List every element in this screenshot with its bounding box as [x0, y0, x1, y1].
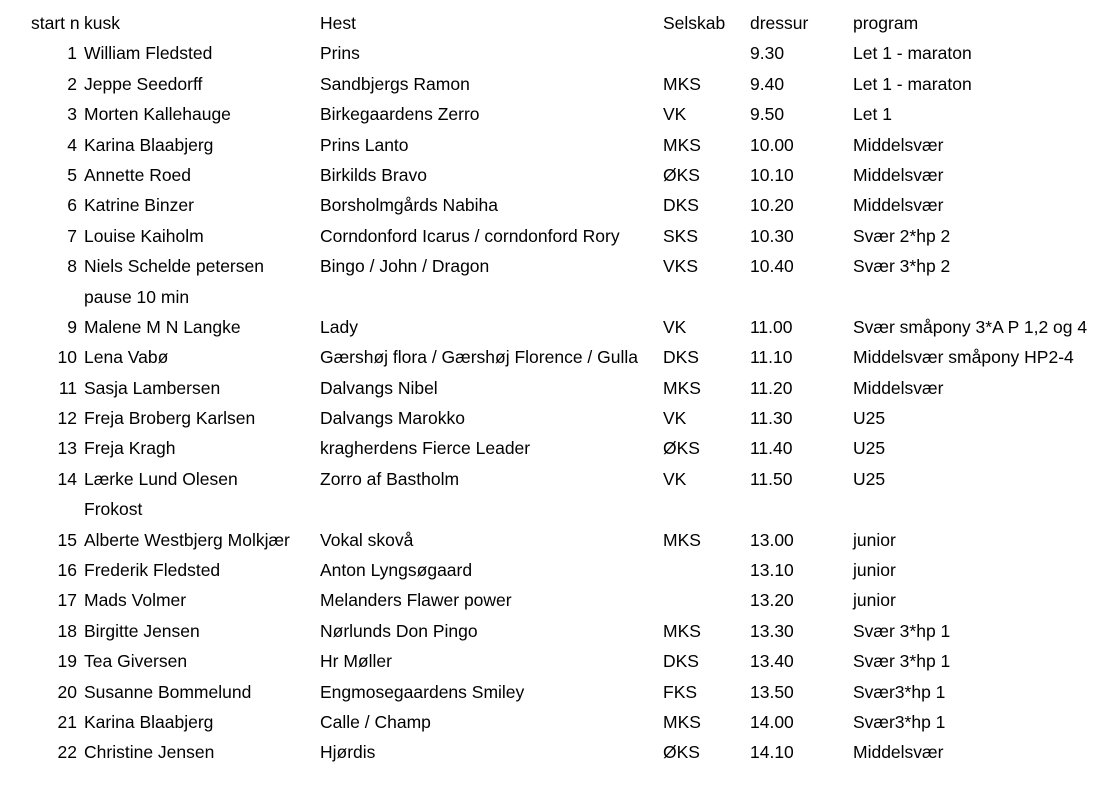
table-row	[0, 38, 1094, 68]
table-row	[0, 464, 1094, 494]
table-row	[0, 433, 1094, 463]
program-cell: Let 1 - maraton	[853, 43, 972, 64]
kusk-cell: Frokost	[84, 499, 143, 520]
start-cell: 15	[57, 529, 77, 550]
hest-cell: Borsholmgårds Nabiha	[320, 195, 499, 216]
selskab-cell: VK	[663, 316, 687, 337]
selskab-cell: VK	[663, 408, 687, 429]
table-row	[0, 707, 1094, 737]
start-list-table	[0, 8, 1094, 768]
kusk-cell: Lærke Lund Olesen	[84, 468, 238, 489]
selskab-cell: ØKS	[663, 438, 700, 459]
table-row	[0, 312, 1094, 342]
kusk-cell: Katrine Binzer	[84, 195, 194, 216]
table-row	[0, 282, 1094, 312]
kusk-cell: Malene M N Langke	[84, 316, 241, 337]
table-row	[0, 373, 1094, 403]
kusk-cell: Sasja Lambersen	[84, 377, 221, 398]
program-cell: Middelsvær småpony HP2-4	[853, 347, 1074, 368]
table-body	[0, 38, 1094, 767]
hest-cell: Prins	[320, 43, 360, 64]
dressur-cell: 10.20	[750, 195, 794, 216]
table-row	[0, 737, 1094, 767]
dressur-cell: 10.10	[750, 164, 794, 185]
table-row	[0, 190, 1094, 220]
program-cell: Middelsvær	[853, 164, 944, 185]
start-cell: 10	[57, 347, 77, 368]
start-cell: 3	[67, 104, 77, 125]
dressur-cell: 13.50	[750, 681, 794, 702]
kusk-cell: Lena Vabø	[84, 347, 169, 368]
program-cell: U25	[853, 438, 886, 459]
table-row	[0, 99, 1094, 129]
header-kusk: kusk	[84, 13, 120, 33]
kusk-cell: Niels Schelde petersen	[84, 256, 264, 277]
table-row	[0, 342, 1094, 372]
program-cell: Svær småpony 3*A P 1,2 og 4	[853, 316, 1088, 337]
selskab-cell: MKS	[663, 73, 701, 94]
hest-cell: kragherdens Fierce Leader	[320, 438, 531, 459]
kusk-cell: pause 10 min	[84, 286, 190, 307]
dressur-cell: 11.10	[750, 347, 793, 368]
start-cell: 17	[57, 590, 77, 611]
start-cell: 4	[67, 134, 77, 155]
kusk-cell: Karina Blaabjerg	[84, 711, 214, 732]
start-cell: 9	[67, 316, 77, 337]
dressur-cell: 14.00	[750, 711, 794, 732]
hest-cell: Gærshøj flora / Gærshøj Florence / Gulla	[320, 347, 638, 368]
dressur-cell: 14.10	[750, 742, 794, 763]
start-cell: 1	[67, 43, 77, 64]
dressur-cell: 13.30	[750, 620, 794, 641]
kusk-cell: Mads Volmer	[84, 590, 187, 611]
dressur-cell: 11.00	[750, 316, 793, 337]
selskab-cell: MKS	[663, 529, 701, 550]
program-cell: junior	[853, 590, 896, 611]
kusk-cell: Freja Kragh	[84, 438, 176, 459]
kusk-cell: William Fledsted	[84, 43, 213, 64]
start-cell: 7	[67, 225, 77, 246]
start-cell: 11	[58, 377, 77, 398]
program-cell: Svær3*hp 1	[853, 681, 946, 702]
kusk-cell: Louise Kaiholm	[84, 225, 204, 246]
table-row	[0, 525, 1094, 555]
dressur-cell: 9.40	[750, 73, 785, 94]
hest-cell: Bingo / John / Dragon	[320, 256, 490, 277]
hest-cell: Anton Lyngsøgaard	[320, 560, 473, 581]
selskab-cell: SKS	[663, 225, 699, 246]
kusk-cell: Tea Giversen	[84, 651, 188, 672]
selskab-cell: MKS	[663, 711, 701, 732]
table-row	[0, 616, 1094, 646]
selskab-cell: VKS	[663, 256, 699, 277]
kusk-cell: Alberte Westbjerg Molkjær	[84, 529, 290, 550]
program-cell: Middelsvær	[853, 195, 944, 216]
hest-cell: Melanders Flawer power	[320, 590, 512, 611]
start-cell: 19	[57, 651, 77, 672]
dressur-cell: 13.40	[750, 651, 794, 672]
hest-cell: Corndonford Icarus / corndonford Rory	[320, 225, 620, 246]
table-row	[0, 221, 1094, 251]
kusk-cell: Annette Roed	[84, 164, 192, 185]
start-cell: 13	[57, 438, 77, 459]
selskab-cell: MKS	[663, 377, 701, 398]
program-cell: U25	[853, 468, 886, 489]
hest-cell: Vokal skovå	[320, 529, 414, 550]
program-cell: Svær 2*hp 2	[853, 225, 951, 246]
hest-cell: Lady	[320, 316, 358, 337]
hest-cell: Birkilds Bravo	[320, 164, 427, 185]
dressur-cell: 13.00	[750, 529, 794, 550]
program-cell: Middelsvær	[853, 134, 944, 155]
kusk-cell: Morten Kallehauge	[84, 104, 231, 125]
selskab-cell: DKS	[663, 651, 699, 672]
selskab-cell: ØKS	[663, 742, 700, 763]
selskab-cell: ØKS	[663, 164, 700, 185]
program-cell: Let 1	[853, 104, 892, 125]
table-row	[0, 494, 1094, 524]
selskab-cell: FKS	[663, 681, 698, 702]
table-row	[0, 130, 1094, 160]
start-cell: 2	[67, 73, 77, 94]
hest-cell: Dalvangs Nibel	[320, 377, 438, 398]
start-cell: 18	[57, 620, 77, 641]
dressur-cell: 10.00	[750, 134, 794, 155]
dressur-cell: 11.20	[750, 377, 793, 398]
table-row	[0, 160, 1094, 190]
start-cell: 5	[67, 164, 77, 185]
program-cell: Let 1 - maraton	[853, 73, 972, 94]
header-program: program	[853, 13, 919, 33]
hest-cell: Prins Lanto	[320, 134, 409, 155]
program-cell: Svær3*hp 1	[853, 711, 946, 732]
kusk-cell: Freja Broberg Karlsen	[84, 408, 256, 429]
selskab-cell: DKS	[663, 195, 699, 216]
header-dressur: dressur	[750, 13, 809, 33]
kusk-cell: Karina Blaabjerg	[84, 134, 214, 155]
dressur-cell: 13.10	[750, 560, 794, 581]
program-cell: junior	[853, 529, 896, 550]
header-selskab: Selskab	[663, 13, 726, 33]
program-cell: Svær 3*hp 1	[853, 620, 951, 641]
kusk-cell: Susanne Bommelund	[84, 681, 252, 702]
table-row	[0, 403, 1094, 433]
hest-cell: Engmosegaardens Smiley	[320, 681, 525, 702]
table-row	[0, 646, 1094, 676]
selskab-cell: MKS	[663, 134, 701, 155]
table-row	[0, 555, 1094, 585]
start-cell: 6	[67, 195, 77, 216]
hest-cell: Nørlunds Don Pingo	[320, 620, 478, 641]
hest-cell: Sandbjergs Ramon	[320, 73, 470, 94]
hest-cell: Hr Møller	[320, 651, 392, 672]
start-cell: 20	[57, 681, 77, 702]
table-row	[0, 251, 1094, 281]
kusk-cell: Frederik Fledsted	[84, 560, 221, 581]
dressur-cell: 11.30	[750, 408, 793, 429]
kusk-cell: Jeppe Seedorff	[84, 73, 203, 94]
header-hest: Hest	[320, 13, 356, 33]
table-row	[0, 69, 1094, 99]
selskab-cell: VK	[663, 104, 687, 125]
hest-cell: Zorro af Bastholm	[320, 468, 460, 489]
selskab-cell: DKS	[663, 347, 699, 368]
kusk-cell: Christine Jensen	[84, 742, 215, 763]
start-cell: 16	[57, 560, 77, 581]
hest-cell: Hjørdis	[320, 742, 376, 763]
header-start: start n	[31, 13, 80, 33]
dressur-cell: 10.40	[750, 256, 794, 277]
dressur-cell: 13.20	[750, 590, 794, 611]
program-cell: Svær 3*hp 1	[853, 651, 951, 672]
program-cell: Middelsvær	[853, 377, 944, 398]
start-cell: 8	[67, 256, 77, 277]
start-cell: 14	[57, 468, 77, 489]
start-cell: 12	[57, 408, 77, 429]
dressur-cell: 10.30	[750, 225, 794, 246]
dressur-cell: 9.30	[750, 43, 785, 64]
dressur-cell: 11.40	[750, 438, 793, 459]
selskab-cell: MKS	[663, 620, 701, 641]
hest-cell: Dalvangs Marokko	[320, 408, 465, 429]
dressur-cell: 9.50	[750, 104, 785, 125]
start-cell: 22	[57, 742, 77, 763]
header-row	[0, 8, 1094, 38]
program-cell: U25	[853, 408, 886, 429]
program-cell: junior	[853, 560, 896, 581]
program-cell: Middelsvær	[853, 742, 944, 763]
start-cell: 21	[57, 711, 77, 732]
program-cell: Svær 3*hp 2	[853, 256, 951, 277]
selskab-cell: VK	[663, 468, 687, 489]
kusk-cell: Birgitte Jensen	[84, 620, 200, 641]
table-row	[0, 677, 1094, 707]
dressur-cell: 11.50	[750, 468, 793, 489]
hest-cell: Calle / Champ	[320, 711, 431, 732]
table-row	[0, 585, 1094, 615]
hest-cell: Birkegaardens Zerro	[320, 104, 480, 125]
